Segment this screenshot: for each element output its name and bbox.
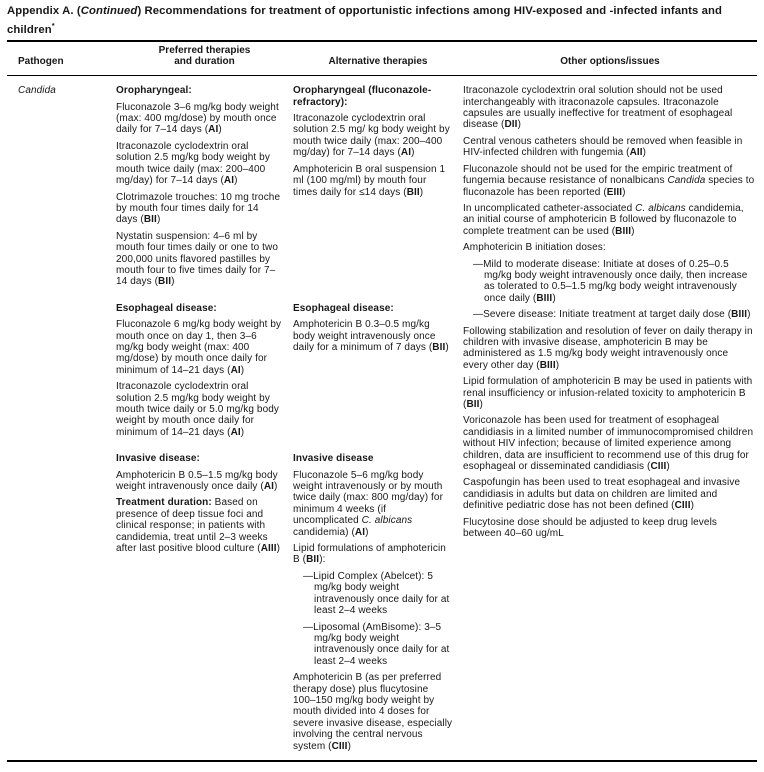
therapy-paragraph: Lipid formulation of amphotericin B may be used in patients with renal insufficiency or infusion-related toxicity to amphotericin B (BII) <box>463 376 753 411</box>
alternative-esophageal-section <box>293 293 463 443</box>
dash-list-item: —Liposomal (AmBisome): 3–5 mg/kg body weight intravenously once daily for at least 2–4 weeks <box>303 621 450 667</box>
therapy-paragraph: Fluconazole should not be used for the empiric treatment of fungemia because resistance of nonalbicans Candida species to fluconazole has been reported (EIII) <box>463 163 755 198</box>
dash-list-item: —Mild to moderate disease: Initiate at doses of 0.25–0.5 mg/kg body weight intravenously once daily, then increase as tolerated to 0.5–1.5 mg/kg body weight intravenously once daily (BIII) <box>473 258 748 304</box>
preferred-esophageal-section <box>116 293 293 443</box>
therapy-paragraph: Following stabilization and resolution of fever on daily therapy in children with invasive disease, amphotericin B may be administered as 1.5 mg/kg body weight intravenously once every other day (BIII) <box>463 325 753 371</box>
preferred-oropharyngeal-section <box>116 85 293 293</box>
section-heading: Oropharyngeal (fluconazole-refractory): <box>293 85 432 108</box>
pathogen-cell <box>7 85 116 757</box>
section-heading: Oropharyngeal: <box>116 85 192 97</box>
section-heading: Esophageal disease: <box>293 302 394 314</box>
therapy-paragraph: Amphotericin B 0.3–0.5 mg/kg body weight intravenously once daily for a minimum of 7 days (BII) <box>293 319 449 353</box>
section-heading: Invasive disease <box>293 453 374 465</box>
therapy-paragraph: Clotrimazole trouches: 10 mg troche by mouth four times daily for 14 days (BII) <box>116 191 281 226</box>
therapy-paragraph: Voriconazole has been used for treatment of esophageal candidiasis in a limited number of immunocompromised children without HIV infection; because of limited experience among children, data are insufficient to recommend use of this drug for esophageal or disseminated candidiasis (CIII) <box>463 415 754 473</box>
therapy-paragraph: Treatment duration: Based on presence of deep tissue foci and clinical response; in patients with candidemia, treat until 2–3 weeks after last positive blood culture (AIII) <box>116 497 281 555</box>
table-header-row <box>7 42 757 72</box>
preferred-invasive-section <box>116 443 293 757</box>
therapy-paragraph: Itraconazole cyclodextrin oral solution 2.5 mg/kg body weight by mouth twice daily (max: 200–400 mg/day) for 7–14 days (AI) <box>116 140 270 187</box>
pathogen-name: Candida <box>18 85 56 97</box>
therapy-paragraph: Flucytosine dose should be adjusted to keep drug levels between 40–60 ug/mL <box>463 516 717 540</box>
therapy-paragraph: Caspofungin has been used to treat esophageal and invasive candidiasis in adults but data on children are limited and definitive pediatric dose has not been defined (CIII) <box>463 477 741 512</box>
therapy-paragraph: Amphotericin B 0.5–1.5 mg/kg body weight intravenously once daily (AI) <box>116 469 278 493</box>
column-header-alternative-therapies: Alternative therapies <box>328 56 428 68</box>
therapy-paragraph: Itraconazole cyclodextrin oral solution 2.5 mg/ kg body weight by mouth twice daily (max: 200–400 mg/day) for 7–14 days (AI) <box>293 113 450 159</box>
therapy-paragraph: Fluconazole 6 mg/kg body weight by mouth once on day 1, then 3–6 mg/kg body weight (max: 400 mg/dose) by mouth once daily for minimum of 14–21 days (AI) <box>116 319 282 376</box>
column-header-preferred-therapies-label: Preferred therapies and duration <box>158 44 251 68</box>
table-bottom-rule <box>7 760 757 762</box>
alternative-oropharyngeal-section <box>293 85 463 293</box>
therapy-paragraph: Itraconazole cyclodextrin oral solution should not be used interchangeably with itraconazole capsules. Itraconazole capsules are usually ineffective for treatment of esophageal disease (DII) <box>463 85 733 131</box>
table-body <box>7 76 757 757</box>
therapy-paragraph: Nystatin suspension: 4–6 ml by mouth four times daily or one to two 200,000 units flavored pastilles by mouth four to five times daily for 7–14 days (BII) <box>116 230 279 288</box>
therapy-paragraph: Amphotericin B initiation doses: <box>463 242 606 254</box>
therapy-paragraph: Amphotericin B (as per preferred therapy dose) plus flucytosine 100–150 mg/kg body weight by mouth divided into 4 doses for severe invasive disease, especially involving the central nervous system (CIII) <box>293 672 453 752</box>
therapy-paragraph: Central venous catheters should be removed when feasible in HIV-infected children with fungemia (AII) <box>463 135 743 159</box>
section-heading: Invasive disease: <box>116 453 200 465</box>
therapy-paragraph: Fluconazole 5–6 mg/kg body weight intravenously or by mouth twice daily (max: 800 mg/day) for minimum 4 weeks (if uncomplicated C. albicans candidemia) (AI) <box>293 469 444 538</box>
alternative-invasive-section <box>293 443 463 757</box>
therapy-paragraph: Amphotericin B oral suspension 1 ml (100 mg/ml) by mouth four times daily for ≤14 days (BII) <box>293 163 446 198</box>
column-header-other-options: Other options/issues <box>560 56 660 68</box>
therapy-paragraph: Fluconazole 3–6 mg/kg body weight (max: 400 mg/dose) by mouth once daily for 7–14 days (AI) <box>116 101 279 136</box>
other-options-cell <box>463 85 757 757</box>
therapy-paragraph: In uncomplicated catheter-associated C. albicans candidemia, an initial course of amphotericin B followed by fluconazole to complete treatment can be used (BIII) <box>463 202 744 237</box>
dash-list-item: —Lipid Complex (Abelcet): 5 mg/kg body weight intravenously once daily for at least 2–4 weeks <box>303 570 450 617</box>
page-title: Appendix A. (Continued) Recommendations for treatment of opportunistic infections among HIV-exposed and -infected infants and children* <box>7 5 723 36</box>
therapy-paragraph: Lipid formulations of amphotericin B (BII): <box>293 543 446 566</box>
dash-list-item: —Severe disease: Initiate treatment at target daily dose (BIII) <box>473 309 751 321</box>
column-header-pathogen: Pathogen <box>18 56 64 68</box>
column-header-preferred-therapies <box>116 45 293 68</box>
therapy-paragraph: Itraconazole cyclodextrin oral solution 2.5 mg/kg body weight by mouth twice daily or 5.0 mg/kg body weight by mouth once daily for minimum of 14–21 days (AI) <box>116 381 280 438</box>
section-heading: Esophageal disease: <box>116 302 217 314</box>
